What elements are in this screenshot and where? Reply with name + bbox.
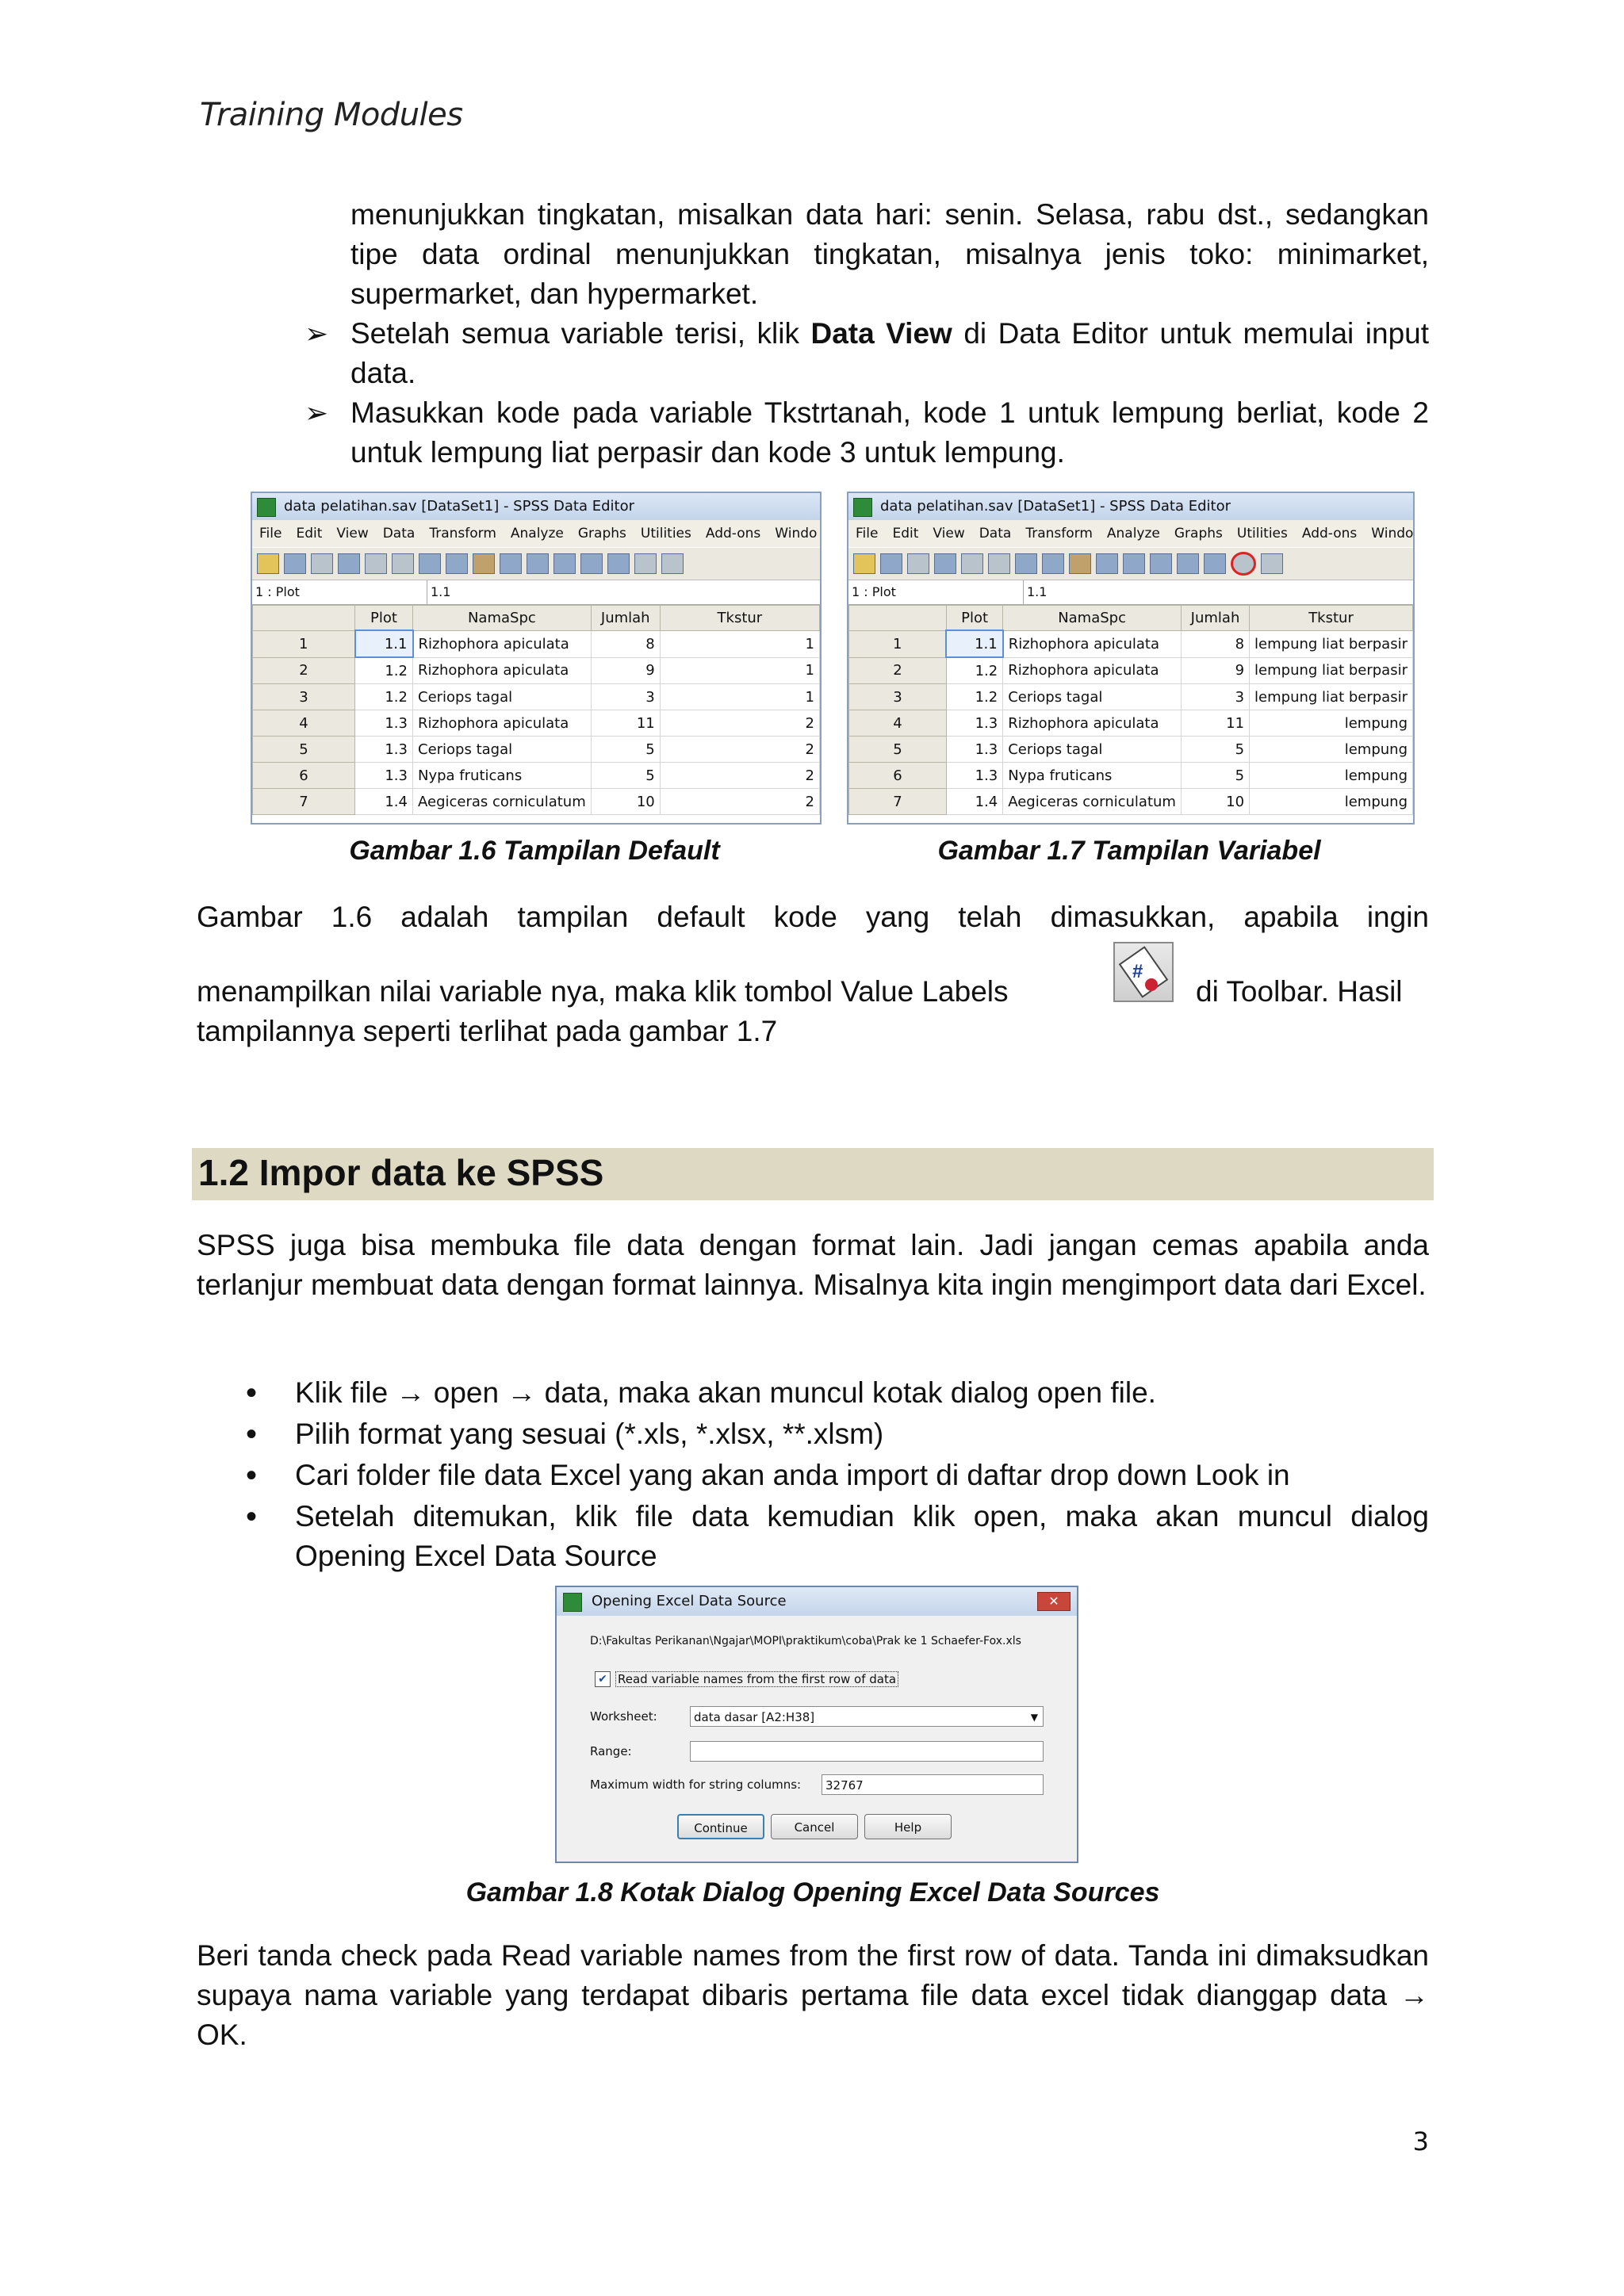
section-title: 1.2 Impor data ke SPSS [198,1152,604,1193]
save-icon[interactable] [284,553,306,574]
table-row [849,763,1413,789]
row-number[interactable]: 5 [849,737,947,763]
para-import: SPSS juga bisa membuka file data dengan format lain. Jadi jangan cemas apabila anda terlanjur membuat data dengan format lainnya. Misalnya kita ingin mengimport data dari Excel. [197,1229,1429,1301]
column-header-tkstur[interactable]: Tkstur [1250,606,1413,631]
para-check: Beri tanda check pada Read variable names from the first row of data. Tanda ini dimaksudkan supaya nama variable yang terdapat dibaris pertama file data excel tidak dianggap data → OK. [197,1939,1429,2051]
menu-analyze[interactable]: Analyze [1106,526,1160,541]
menu-view[interactable]: View [336,526,369,541]
toolbar [252,547,820,580]
row-number[interactable]: 3 [253,684,355,710]
column-header-jumlah[interactable]: Jumlah [1181,606,1249,631]
cell-jumlah[interactable]: 8 [1181,630,1249,657]
row-number[interactable]: 7 [849,789,947,815]
cell-jumlah[interactable]: 3 [1181,684,1249,710]
cell-jumlah[interactable]: 9 [591,657,660,684]
row-header-corner [849,606,947,631]
max-width-input[interactable]: 32767 [822,1774,1044,1795]
menu-addons[interactable]: Add-ons [1301,526,1358,541]
window-title: data pelatihan.sav [DataSet1] - SPSS Data Editor [284,498,635,515]
find-icon[interactable] [1069,553,1091,574]
section-heading [192,1148,1434,1200]
row-header-corner [253,606,355,631]
para-value-labels-line1: Gambar 1.6 adalah tampilan default kode yang telah dimasukkan, apabila ingin [197,901,1429,933]
table-row [849,657,1413,684]
cell-jumlah[interactable]: 10 [1181,789,1249,815]
window-title-bar [252,493,820,520]
table-row [253,737,820,763]
menu-bar [252,520,820,547]
help-button[interactable]: Help [864,1814,952,1839]
figure-caption-default: Gambar 1.6 Tampilan Default [349,836,720,866]
table-row [849,789,1413,815]
cell-jumlah[interactable]: 11 [1181,710,1249,737]
spss-logo-icon [853,498,872,517]
table-row [253,630,820,657]
menu-file[interactable]: File [856,526,879,541]
menu-bar [848,520,1413,547]
redo-icon[interactable] [988,553,1010,574]
cell-jumlah[interactable]: 11 [591,710,660,737]
split-file-icon[interactable] [553,553,576,574]
bullet-icon: • [246,1376,258,1410]
cell-namaspc[interactable]: Rizhophora apiculata [1003,657,1182,684]
value-labels-icon [1113,942,1174,1002]
insert-variable-icon[interactable] [1123,553,1145,574]
undo-icon[interactable] [365,553,387,574]
worksheet-value: data dasar [A2:H38] [694,1710,815,1724]
open-icon[interactable] [257,553,279,574]
cell-plot[interactable]: 1.2 [355,684,413,710]
row-number[interactable]: 3 [849,684,947,710]
cell-jumlah[interactable]: 3 [591,684,660,710]
cell-namaspc[interactable]: Nypa fruticans [413,763,592,789]
cell-plot[interactable]: 1.3 [355,737,413,763]
cell-reference: 1 : Plot [255,584,300,599]
tag-shape [1119,946,1169,998]
figure-caption-dialog: Gambar 1.8 Kotak Dialog Opening Excel Data Sources [465,1877,1160,1908]
bullet-text: Cari folder file data Excel yang akan anda import di daftar drop down Look in [295,1459,1290,1491]
grid-body-default [253,630,820,815]
table-row [253,789,820,815]
select-cases-icon[interactable] [1204,553,1226,574]
cell-tkstur[interactable]: 1 [660,657,819,684]
cell-jumlah[interactable]: 5 [591,737,660,763]
undo-icon[interactable] [961,553,983,574]
worksheet-label: Worksheet: [590,1709,657,1724]
find-icon[interactable] [473,553,495,574]
arrow-bullet-icon: ➢ [304,396,329,429]
cell-jumlah[interactable]: 5 [591,763,660,789]
cell-tkstur[interactable]: lempung [1250,763,1413,789]
chevron-down-icon[interactable]: ▼ [1030,1712,1038,1723]
row-number[interactable]: 1 [253,630,355,657]
table-row [253,684,820,710]
variables-icon[interactable] [1042,553,1064,574]
cell-plot[interactable]: 1.1 [355,630,413,657]
menu-file[interactable]: File [259,526,282,541]
row-number[interactable]: 7 [253,789,355,815]
cell-tkstur[interactable]: 2 [660,737,819,763]
cell-jumlah[interactable]: 10 [591,789,660,815]
item-bold-text: Data View [810,317,952,350]
dialog-recall-icon[interactable] [934,553,956,574]
cell-namaspc[interactable]: Rizhophora apiculata [1003,630,1182,657]
cell-tkstur[interactable]: lempung liat berpasir [1250,630,1413,657]
menu-window[interactable]: Windo [1371,526,1413,541]
cell-namaspc[interactable]: Ceriops tagal [1003,737,1182,763]
cell-tkstur[interactable]: lempung [1250,737,1413,763]
row-number[interactable]: 6 [253,763,355,789]
menu-data[interactable]: Data [382,526,416,541]
table-row [253,657,820,684]
select-cases-icon[interactable] [607,553,630,574]
column-header-plot[interactable]: Plot [355,606,413,631]
table-row [849,710,1413,737]
redo-icon[interactable] [392,553,414,574]
figure-caption-variable: Gambar 1.7 Tampilan Variabel [937,836,1321,866]
menu-view[interactable]: View [933,526,965,541]
value-labels-icon[interactable] [1231,552,1256,576]
file-path: D:\Fakultas Perikanan\Ngajar\MOPI\praktikum\coba\Prak ke 1 Schaefer-Fox.xls [590,1635,1021,1647]
table-row [849,737,1413,763]
print-icon[interactable] [311,553,333,574]
save-icon[interactable] [880,553,902,574]
hash-glyph: # [1132,961,1143,982]
cell-plot[interactable]: 1.3 [946,737,1002,763]
dialog-recall-icon[interactable] [338,553,360,574]
split-file-icon[interactable] [1150,553,1172,574]
cell-jumlah[interactable]: 5 [1181,737,1249,763]
weight-cases-icon[interactable] [1177,553,1199,574]
cell-namaspc[interactable]: Nypa fruticans [1003,763,1182,789]
cell-plot[interactable]: 1.4 [355,789,413,815]
open-icon[interactable] [853,553,875,574]
cell-jumlah[interactable]: 5 [1181,763,1249,789]
item-text: Masukkan kode pada variable Tkstrtanah, kode 1 untuk lempung berliat, kode 2 untuk lempung liat perpasir dan kode 3 untuk lempung. [350,396,1429,469]
window-title: data pelatihan.sav [DataSet1] - SPSS Data Editor [880,498,1231,515]
row-number[interactable]: 2 [849,657,947,684]
cell-value[interactable]: 1.1 [1023,580,1047,604]
opening-excel-dialog [555,1586,1078,1863]
data-grid [848,605,1413,815]
menu-edit[interactable]: Edit [296,526,323,541]
arrow-bullet-icon: ➢ [304,317,329,350]
grid-body-variable [849,630,1413,815]
row-number[interactable]: 5 [253,737,355,763]
bullet-icon: • [246,1499,258,1534]
bullet-text: Klik file → open → data, maka akan muncul kotak dialog open file. [295,1376,1156,1409]
cell-jumlah[interactable]: 8 [591,630,660,657]
cell-jumlah[interactable]: 9 [1181,657,1249,684]
dialog-title: Opening Excel Data Source [592,1593,787,1609]
menu-graphs[interactable]: Graphs [577,526,626,541]
arrow-list-item-data-view [304,314,1430,393]
cell-tkstur[interactable]: lempung liat berpasir [1250,684,1413,710]
spss-window-variable [847,492,1415,825]
menu-transform[interactable]: Transform [429,526,496,541]
spss-window-default [251,492,822,825]
para-value-labels-line2: menampilkan nilai variable nya, maka klik tombol Value Labels [197,975,1009,1008]
menu-window[interactable]: Windo [775,526,818,541]
cell-plot[interactable]: 1.2 [946,684,1002,710]
cell-namaspc[interactable]: Rizhophora apiculata [413,710,592,737]
menu-utilities[interactable]: Utilities [640,526,691,541]
cell-editor-bar [252,580,820,605]
cell-plot[interactable]: 1.1 [946,630,1002,657]
cell-namaspc[interactable]: Rizhophora apiculata [413,630,592,657]
cell-plot[interactable]: 1.3 [355,763,413,789]
bullet-item [246,1497,1429,1576]
cell-namaspc[interactable]: Ceriops tagal [1003,684,1182,710]
cell-editor-bar [848,580,1413,605]
column-header-tkstur[interactable]: Tkstur [660,606,819,631]
table-row [253,763,820,789]
cell-namaspc[interactable]: Rizhophora apiculata [1003,710,1182,737]
row-number[interactable]: 4 [253,710,355,737]
bullet-icon: • [246,1417,258,1452]
insert-cases-icon[interactable] [1096,553,1118,574]
menu-data[interactable]: Data [979,526,1012,541]
cell-plot[interactable]: 1.2 [946,657,1002,684]
max-width-label: Maximum width for string columns: [590,1777,802,1792]
insert-cases-icon[interactable] [500,553,522,574]
bullet-item [246,1373,1429,1413]
cell-tkstur[interactable]: 2 [660,710,819,737]
weight-cases-icon[interactable] [580,553,603,574]
cell-namaspc[interactable]: Aegiceras corniculatum [1003,789,1182,815]
row-number[interactable]: 2 [253,657,355,684]
read-names-checkbox[interactable]: ✔ [595,1671,611,1687]
table-row [253,710,820,737]
use-sets-icon[interactable] [1261,553,1283,574]
item-text: di Data Editor untuk memulai input data. [350,317,1430,389]
table-row [849,630,1413,657]
menu-transform[interactable]: Transform [1025,526,1093,541]
running-header: Training Modules [200,97,463,133]
column-header-jumlah[interactable]: Jumlah [591,606,660,631]
menu-edit[interactable]: Edit [892,526,919,541]
menu-graphs[interactable]: Graphs [1174,526,1223,541]
print-icon[interactable] [907,553,929,574]
cell-plot[interactable]: 1.3 [946,710,1002,737]
para-value-labels-line2-end: di Toolbar. Hasil [1196,975,1403,1008]
cell-namaspc[interactable]: Ceriops tagal [413,684,592,710]
cell-tkstur[interactable]: lempung [1250,789,1413,815]
arrow-list-item-kode [304,393,1429,473]
toolbar [848,547,1413,580]
cell-reference: 1 : Plot [852,584,896,599]
bullet-text: Setelah ditemukan, klik file data kemudian klik open, maka akan muncul dialog Opening Excel Data Source [295,1500,1429,1572]
insert-variable-icon[interactable] [527,553,549,574]
cell-tkstur[interactable]: lempung liat berpasir [1250,657,1413,684]
use-sets-icon[interactable] [661,553,684,574]
goto-case-icon[interactable] [419,553,441,574]
dialog-title-bar [557,1587,1077,1616]
data-grid [252,605,820,815]
menu-addons[interactable]: Add-ons [705,526,761,541]
row-number[interactable]: 6 [849,763,947,789]
goto-case-icon[interactable] [1015,553,1037,574]
window-title-bar [848,493,1413,520]
close-icon[interactable]: ✕ [1037,1592,1071,1611]
cell-tkstur[interactable]: 1 [660,684,819,710]
continue-button[interactable]: Continue [677,1814,764,1839]
row-number[interactable]: 1 [849,630,947,657]
bullet-item [246,1414,1429,1454]
page-number: 3 [1412,2126,1429,2156]
bullet-text: Pilih format yang sesuai (*.xls, *.xlsx, **.xlsm) [295,1418,884,1450]
para-value-labels-line3: tampilannya seperti terlihat pada gambar 1.7 [197,1015,778,1047]
cell-tkstur[interactable]: 2 [660,763,819,789]
cell-plot[interactable]: 1.3 [355,710,413,737]
value-labels-icon[interactable] [634,553,657,574]
spss-logo-icon [257,498,276,517]
row-number[interactable]: 4 [849,710,947,737]
cell-plot[interactable]: 1.2 [355,657,413,684]
cell-plot[interactable]: 1.4 [946,789,1002,815]
range-input[interactable] [690,1741,1044,1762]
intro-continued-text: menunjukkan tingkatan, misalkan data hari: senin. Selasa, rabu dst., sedangkan tipe data ordinal menunjukkan tingkatan, misalnya jenis toko: minimarket, supermarket, dan hypermarket. [350,198,1429,310]
cell-value[interactable]: 1.1 [427,580,450,604]
item-text: Setelah semua variable terisi, klik [350,317,811,350]
cancel-button[interactable]: Cancel [771,1814,858,1839]
column-header-namaspc[interactable]: NamaSpc [1003,606,1182,631]
cell-namaspc[interactable]: Rizhophora apiculata [413,657,592,684]
cell-namaspc[interactable]: Ceriops tagal [413,737,592,763]
range-label: Range: [590,1744,632,1758]
column-header-namaspc[interactable]: NamaSpc [413,606,592,631]
column-header-plot[interactable]: Plot [946,606,1002,631]
cell-plot[interactable]: 1.3 [946,763,1002,789]
bullet-item [246,1456,1429,1495]
variables-icon[interactable] [446,553,468,574]
spss-logo-icon [563,1593,582,1612]
red-dot [1145,978,1158,991]
cell-tkstur[interactable]: 1 [660,630,819,657]
menu-analyze[interactable]: Analyze [510,526,564,541]
table-row [849,684,1413,710]
read-names-label[interactable]: Read variable names from the first row of data [615,1671,898,1687]
cell-namaspc[interactable]: Aegiceras corniculatum [413,789,592,815]
worksheet-select[interactable] [690,1706,1044,1727]
bullet-icon: • [246,1458,258,1493]
cell-tkstur[interactable]: lempung [1250,710,1413,737]
menu-utilities[interactable]: Utilities [1236,526,1288,541]
cell-tkstur[interactable]: 2 [660,789,819,815]
